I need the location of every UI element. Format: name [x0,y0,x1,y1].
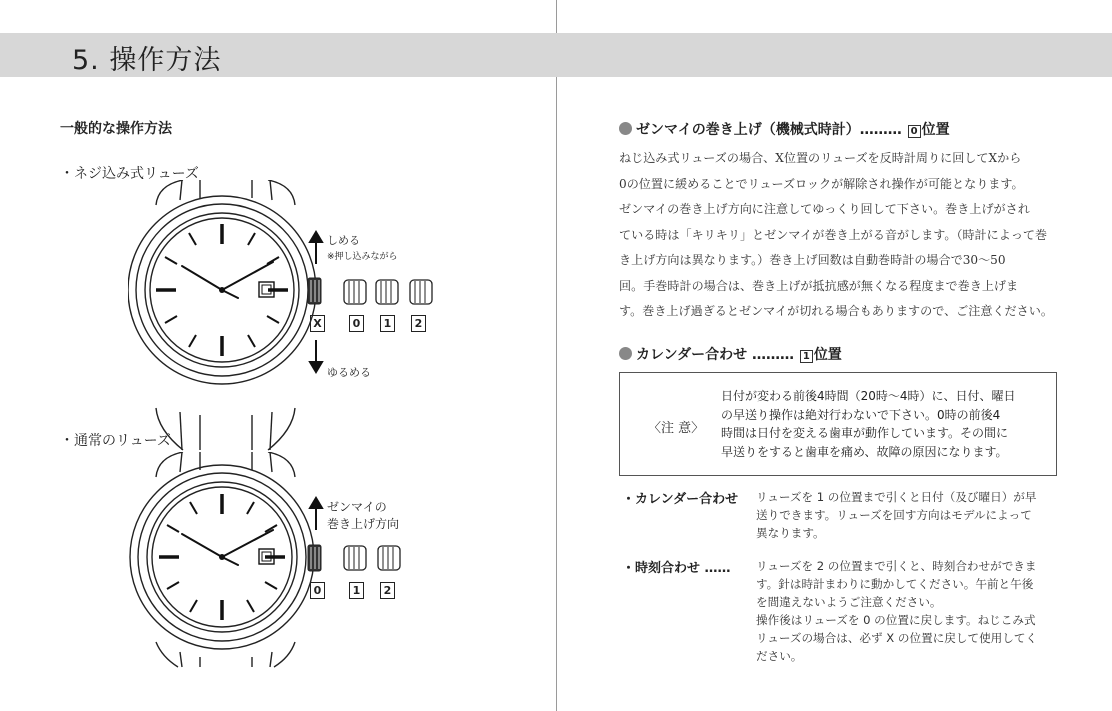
body-line: ねじ込み式リューズの場合、X位置のリューズを反時計周りに回してXから [619,151,1022,165]
body-line: 0の位置に緩めることでリューズロックが解除され操作が可能となります。 [619,176,1024,191]
position-box-1: 1 [380,315,395,332]
item-line: リューズの場合は、必ず X の位置に戻して使用してく [756,631,1038,645]
item-line: す。針は時計まわりに動かしてください。午前と午後 [756,577,1034,591]
bullet-icon [619,122,632,135]
crown-positions-normal [340,543,410,573]
item-line: リューズを 2 の位置まで引くと、時刻合わせができま [756,559,1037,573]
watch-illustration-normal [128,452,328,677]
winding-heading-text: ゼンマイの巻き上げ（機械式時計）……… [636,122,902,138]
position-box: 0 [908,125,921,138]
position-box-0: 0 [310,582,325,599]
page-divider [556,0,557,711]
section-title: 一般的な操作方法 [60,121,172,137]
time-item-text [756,557,1037,665]
position-box-0: 0 [349,315,364,332]
item-line: リューズを 1 の位置まで引くと日付（及び曜日）が早 [756,490,1037,504]
body-line: ている時は「キリキリ」とゼンマイが巻き上がる音がします。（時計によって巻 [619,227,1048,242]
bullet-icon [619,347,632,360]
time-item-label: ・時刻合わせ …… [622,561,731,576]
position-box: 1 [800,350,813,363]
position-box-x: X [310,315,325,332]
body-line: 回。手巻時計の場合は、巻き上げが抵抗感が無くなる程度まで巻き上げま [619,278,1019,293]
body-line: す。巻き上げ過ぎるとゼンマイが切れる場合もありますので、ご注意ください。 [619,304,1053,318]
position-suffix: 位置 [813,347,842,363]
body-line: き上げ方向は異なります。）巻き上げ回数は自動巻時計の場合で30〜50 [619,253,1006,267]
position-suffix: 位置 [921,122,950,138]
position-box-1: 1 [349,582,364,599]
tighten-label: しめる [327,234,360,247]
caution-text [721,387,1016,461]
caution-box [619,372,1057,476]
caution-label: 〈注 意〉 [648,421,705,436]
item-line: を間違えないようご注意ください。 [756,595,942,609]
winding-body [619,146,1059,325]
item-line: 操作後はリューズを 0 の位置に戻します。ねじこみ式 [756,613,1036,627]
caution-line: 日付が変わる前後4時間（20時〜4時）に、日付、曜日 [721,389,1016,403]
calendar-heading-text: カレンダー合わせ ……… [636,347,794,363]
arrow-wind-up [306,496,326,536]
tighten-note: ※押し込みながら [327,252,398,262]
crown-positions-screw [340,277,440,307]
calendar-heading [619,344,842,364]
calendar-item-label: ・カレンダー合わせ [622,492,739,507]
caution-line: の早送り操作は絶対行わないで下さい。0時の前後4 [721,407,1001,422]
position-box-2: 2 [380,582,395,599]
winding-heading [619,119,950,139]
calendar-item-text [756,488,1036,542]
screw-crown-heading: ・ネジ込み式リューズ [60,166,199,182]
body-line: ゼンマイの巻き上げ方向に注意してゆっくり回して下さい。巻き上げがされ [619,202,1030,216]
wind-direction-label-2: 巻き上げ方向 [327,517,400,531]
caution-line: 時間は日付を変える歯車が動作しています。その間に [721,426,1009,440]
loosen-label: ゆるめる [327,366,371,379]
normal-crown-heading: ・通常のリューズ [60,433,171,449]
item-line: 異なります。 [756,526,825,540]
position-box-2: 2 [411,315,426,332]
wind-direction-label-1: ゼンマイの [327,500,387,514]
caution-line: 早送りをすると歯車を痛め、故障の原因になります。 [721,444,1008,459]
item-line: 送りできます。リューズを回す方向はモデルによって [756,508,1032,522]
page-title: 5. 操作方法 [72,45,222,76]
arrows-screw [306,230,326,380]
item-line: ださい。 [756,649,803,663]
